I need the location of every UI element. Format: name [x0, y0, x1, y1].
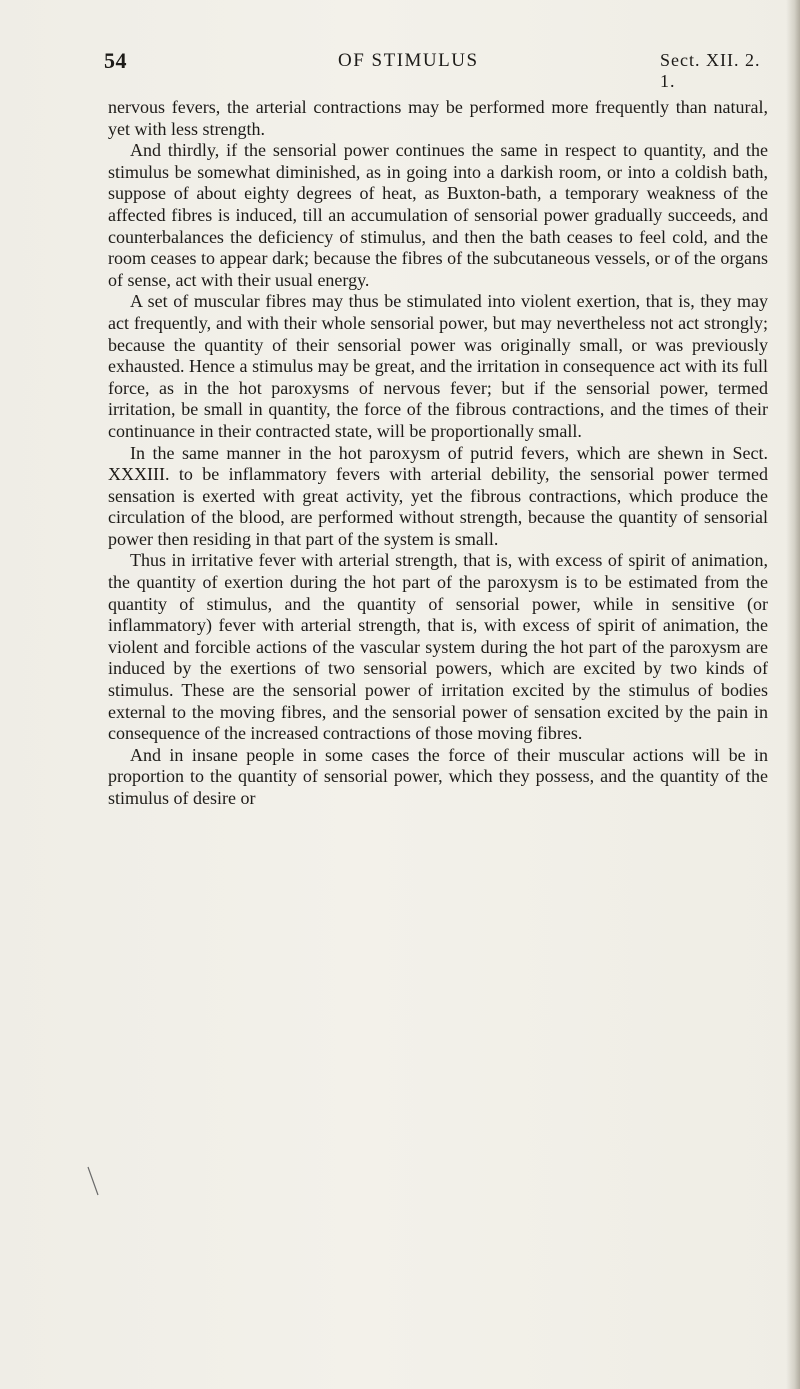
- paragraph: And thirdly, if the sensorial power continues the same in respect to quantity, and the stimulus be somewhat diminished, as in going into a darkish room, or into a coldish bath, suppose of about eighty degrees of heat, as Buxton-bath, a temporary weakness of the affected fibres is induced, till an accumulation of sensorial power gradually succeeds, and counterbalances the deficiency of stimulus, and then the bath ceases to feel cold, and the room ceases to appear dark; because the fibres of the subcutaneous vessels, or of the organs of sense, act with their usual energy.: [108, 140, 768, 290]
- body-text: [108, 97, 768, 810]
- running-title: OF STIMULUS: [338, 50, 479, 71]
- page-header: [104, 48, 764, 91]
- page-edge-shadow: [786, 0, 800, 1389]
- section-reference: Sect. XII. 2. 1.: [660, 50, 761, 91]
- margin-pencil-mark: [86, 1166, 100, 1196]
- paragraph: In the same manner in the hot paroxysm of putrid fevers, which are shewn in Sect. XXXIII. to be inflammatory fevers with arterial debility, the sensorial power termed sensation is exerted with great activity, yet the fibrous contractions, which produce the circulation of the blood, are performed without strength, because the quantity of sensorial power then residing in that part of the system is small.: [108, 442, 768, 549]
- paragraph: Thus in irritative fever with arterial strength, that is, with excess of spirit of animation, the quantity of exertion during the hot part of the paroxysm is to be estimated from the quantity of stimulus, and the quantity of sensorial power, while in sensitive (or inflammatory) fever with arterial strength, that is, with excess of spirit of animation, the violent and forcible actions of the vascular system during the hot part of the paroxysm are induced by the exertions of two sensorial powers, which are excited by two kinds of stimulus. These are the sensorial power of irritation excited by the stimulus of bodies external to the moving fibres, and the sensorial power of sensation excited by the pain in consequence of the increased contractions of those moving fibres.: [108, 550, 768, 744]
- paragraph: And in insane people in some cases the force of their muscular actions will be in proportion to the quantity of sensorial power, which they possess, and the quantity of the stimulus of desire or: [108, 744, 768, 808]
- paragraph: A set of muscular fibres may thus be stimulated into violent exertion, that is, they may act frequently, and with their whole sensorial power, but may nevertheless not act strongly; because the quantity of their sensorial power was originally small, or was previously exhausted. Hence a stimulus may be great, and the irritation in consequence act with its full force, as in the hot paroxysms of nervous fever; but if the sensorial power, termed irritation, be small in quantity, the force of the fibrous contractions, and the times of their continuance in their contracted state, will be proportionally small.: [108, 291, 768, 441]
- paragraph: nervous fevers, the arterial contractions may be performed more frequently than natural, yet with less strength.: [108, 97, 768, 139]
- page-number: 54: [104, 48, 127, 73]
